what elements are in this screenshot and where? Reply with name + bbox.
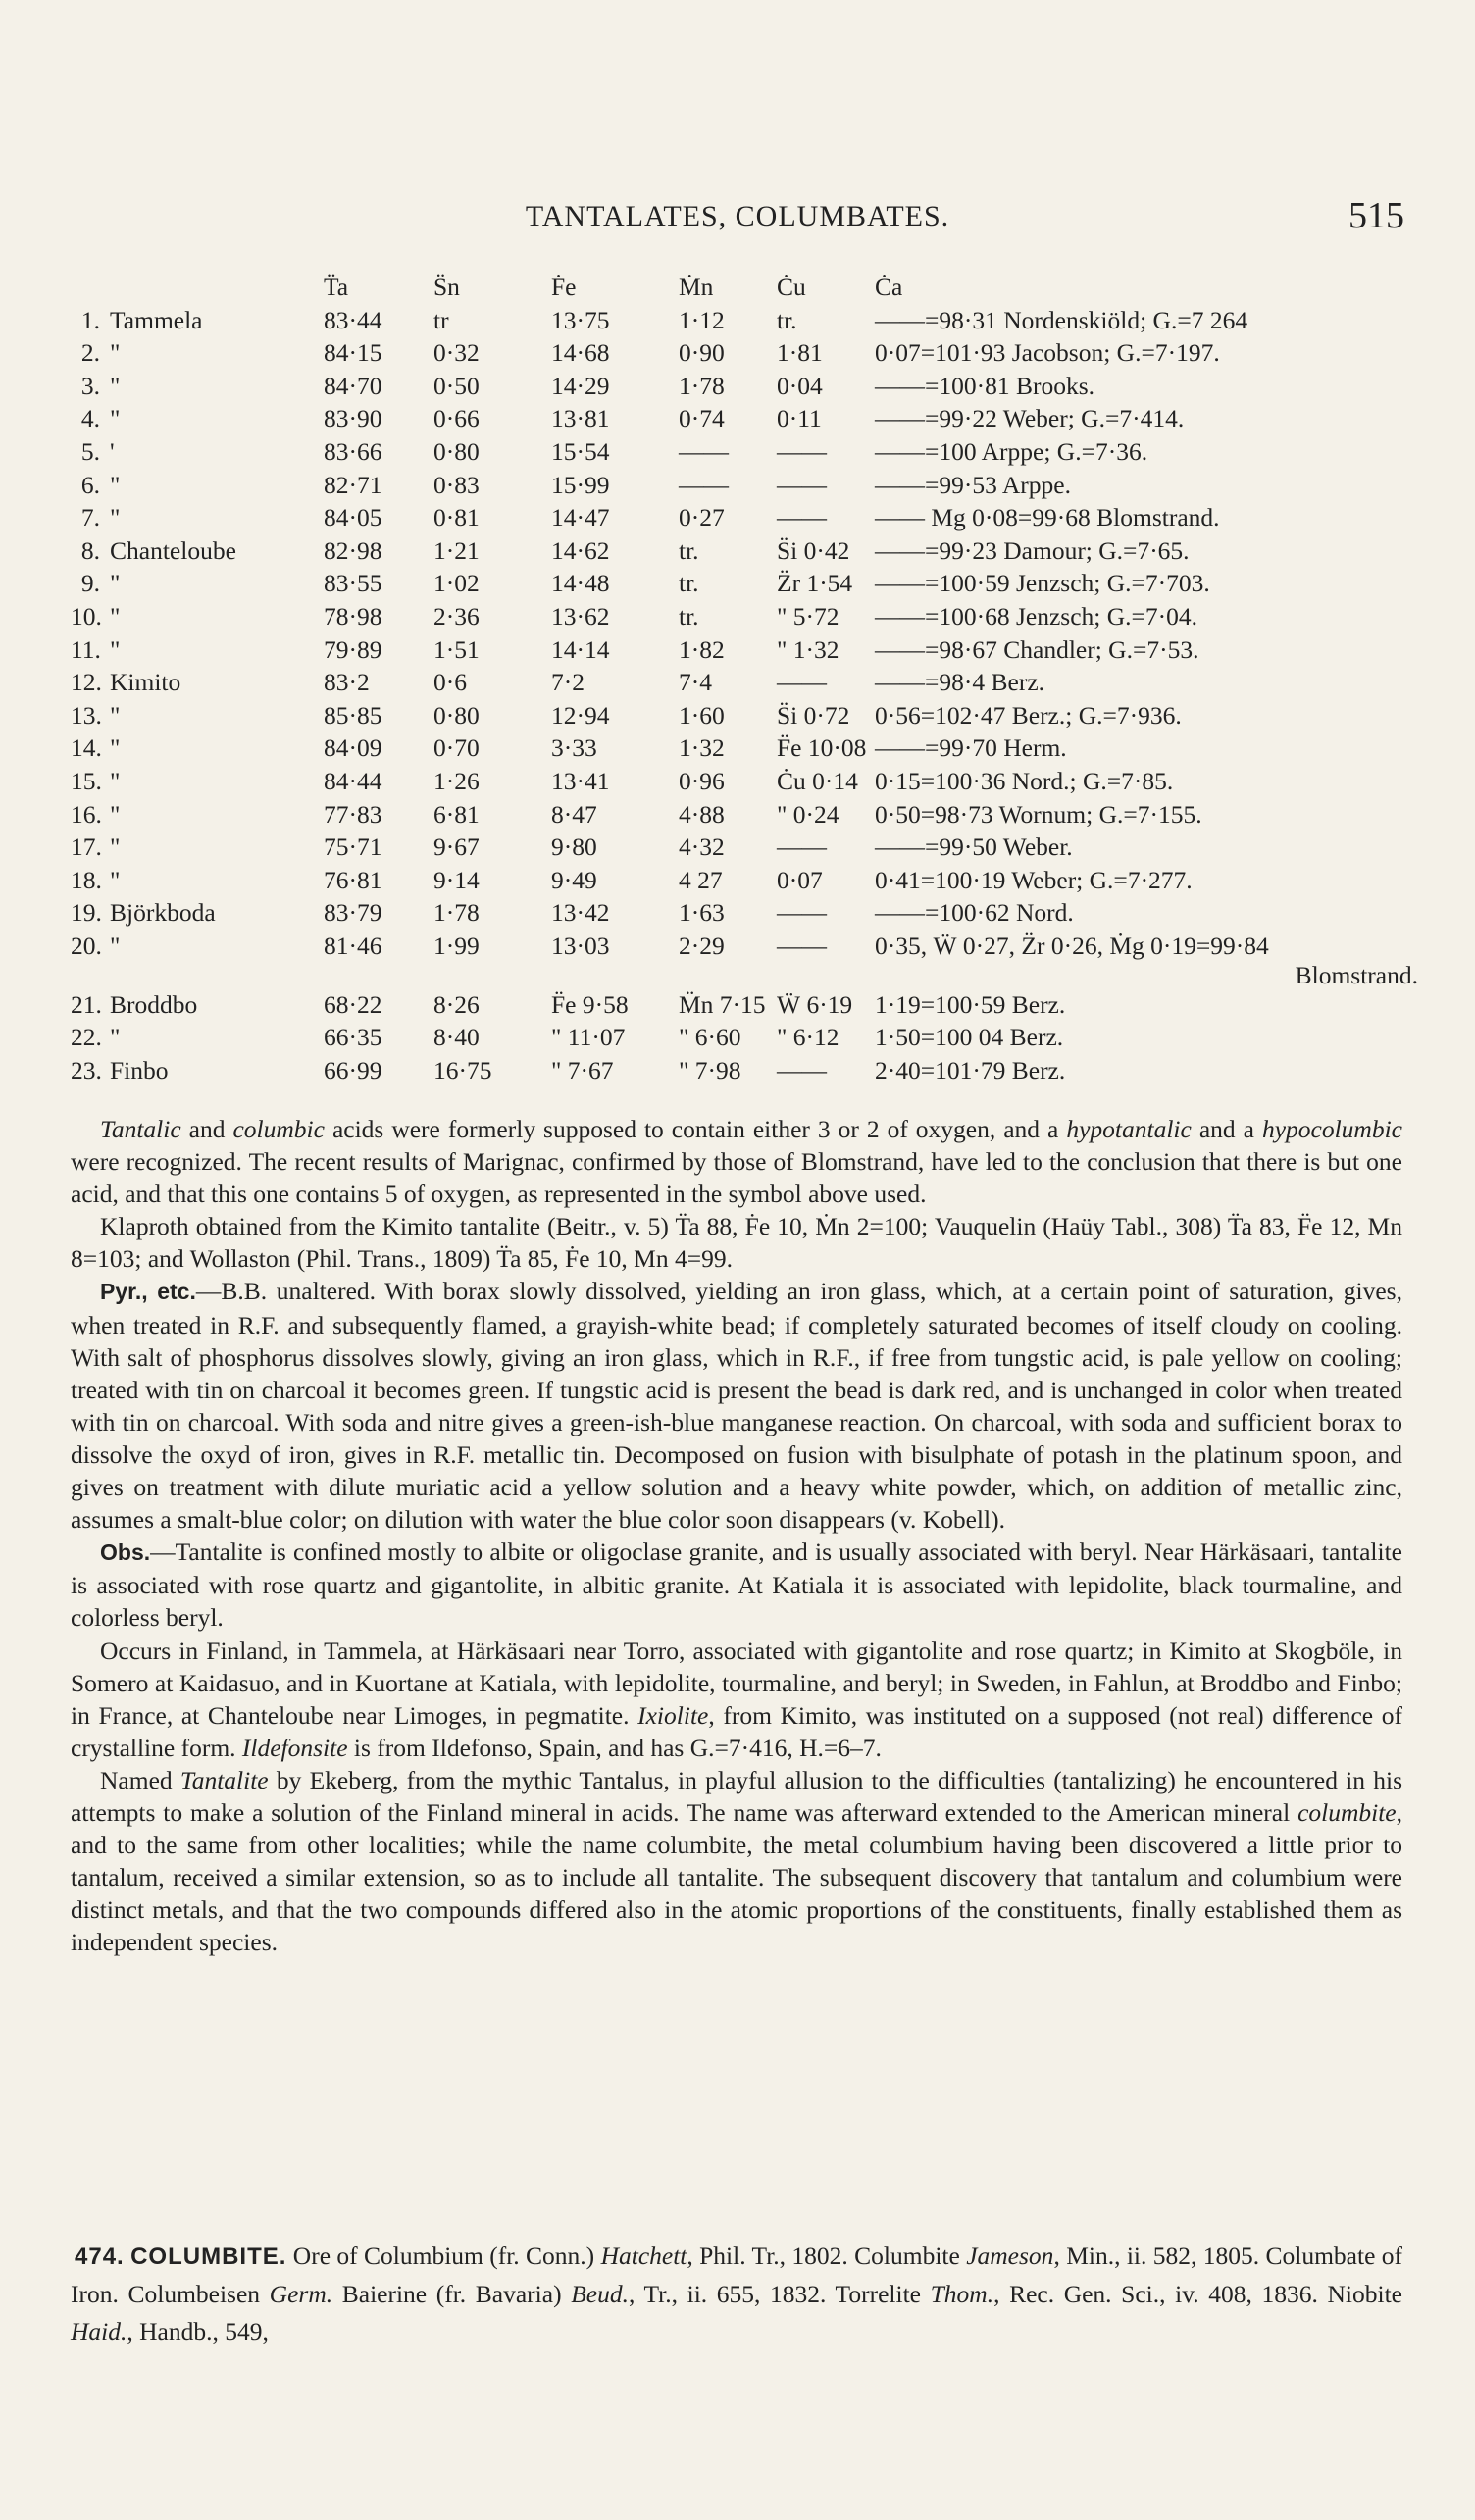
- cell-cu: ——: [777, 898, 827, 928]
- rest-text: 0·07=101·93 Jacobson; G.=7·197.: [875, 338, 1220, 368]
- cell-fe: 13·03: [551, 931, 610, 960]
- text-span: , from Kimito, was instituted on a supposed (not real) difference of crystalline form.: [71, 1700, 1402, 1762]
- rest-text: 0·41=100·19 Weber; G.=7·277.: [875, 865, 1193, 894]
- cell-rest: [875, 733, 1424, 767]
- cell-num: 9.: [80, 569, 100, 598]
- cell-ta: 83·2: [324, 668, 370, 697]
- italic-term: Haid.: [71, 2317, 127, 2345]
- text-span: acids were formerly supposed to contain either 3 or 2 of oxygen, and a: [324, 1115, 1067, 1143]
- entry-number: 474.: [75, 2243, 125, 2270]
- cell-mn: 0·27: [679, 503, 725, 532]
- col-num-header: [71, 273, 100, 306]
- page-number: 515: [1348, 195, 1404, 236]
- cell-num: 18.: [71, 865, 102, 894]
- paragraph-obs: [71, 1536, 1402, 1634]
- text-span: and a: [1191, 1115, 1262, 1143]
- cell-mn: 0·96: [679, 766, 725, 795]
- cell-sn: 0·81: [433, 503, 480, 532]
- cell-rest: [875, 932, 1424, 990]
- cell-mn: 1·78: [679, 371, 725, 400]
- cell-rest: [875, 471, 1424, 504]
- rest-text: ——=99·22 Weber; G.=7·414.: [875, 404, 1185, 433]
- cell-ta: 83·66: [324, 436, 382, 466]
- cell-sn: 0·50: [433, 371, 480, 400]
- cell-rest: [875, 635, 1424, 669]
- rest-text: ——=99·70 Herm.: [875, 733, 1067, 763]
- cell-loc: ': [110, 436, 115, 466]
- text-span: Baierine (fr. Bavaria): [332, 2280, 572, 2308]
- table-row: [71, 701, 1424, 734]
- rest-text: —— Mg 0·08=99·68 Blomstrand.: [875, 503, 1220, 532]
- cell-cu: " 6·12: [777, 1023, 839, 1052]
- cell-fe: 15·54: [551, 436, 610, 466]
- cell-mn: 1·12: [679, 305, 725, 334]
- italic-term: Tantalite: [179, 1765, 269, 1794]
- cell-ta: 84·70: [324, 371, 382, 400]
- cell-fe: 14·47: [551, 503, 610, 532]
- cell-fe: 13·41: [551, 766, 610, 795]
- cell-fe: 13·62: [551, 601, 610, 630]
- cell-cu: Z̈r 1·54: [777, 569, 853, 598]
- analysis-table: [71, 273, 1424, 1089]
- italic-term: Germ.: [269, 2280, 333, 2308]
- cell-cu: ——: [777, 503, 827, 532]
- table-row: [71, 832, 1424, 866]
- text-span: Ore of Columbium (fr. Conn.): [286, 2242, 601, 2270]
- rest-text: ——=99·23 Damour; G.=7·65.: [875, 535, 1190, 565]
- cell-cu: ——: [777, 931, 827, 960]
- table-row: [71, 471, 1424, 504]
- cell-num: 10.: [71, 601, 102, 630]
- col-header: Ḟe: [551, 273, 577, 301]
- table-row: [71, 404, 1424, 437]
- cell-cu: 0·11: [777, 404, 822, 433]
- cell-num: 16.: [71, 799, 102, 829]
- table-row: [71, 536, 1424, 570]
- rest-text: 1·50=100 04 Berz.: [875, 1023, 1064, 1052]
- rest-text: 0·15=100·36 Nord.; G.=7·85.: [875, 766, 1174, 795]
- cell-sn: 0·70: [433, 733, 480, 763]
- cell-num: 6.: [80, 470, 100, 499]
- cell-mn: ——: [679, 470, 729, 499]
- cell-cu: S̈i 0·42: [777, 535, 850, 565]
- cell-sn: 16·75: [433, 1056, 492, 1085]
- cell-rest: [875, 832, 1424, 866]
- cell-sn: 9·67: [433, 832, 480, 862]
- cell-loc: ": [110, 634, 121, 664]
- cell-loc: Broddbo: [110, 989, 198, 1019]
- table-row: [71, 898, 1424, 932]
- cell-sn: 0·80: [433, 436, 480, 466]
- cell-fe: 13·42: [551, 898, 610, 928]
- table-row: [71, 437, 1424, 471]
- text-span: were recognized. The recent results of Marignac, confirmed by those of Blomstrand, have led to the conclusion that there is but one acid, and that this one contains 5 of oxygen, as represented in the symbol above used.: [71, 1147, 1402, 1209]
- cell-ta: 66·35: [324, 1023, 382, 1052]
- cell-ta: 78·98: [324, 601, 382, 630]
- italic-term: Jameson: [966, 2242, 1054, 2270]
- cell-num: 23.: [71, 1056, 102, 1085]
- cell-fe: 13·75: [551, 305, 610, 334]
- cell-fe: " 11·07: [551, 1023, 626, 1052]
- cell-ta: 82·71: [324, 470, 382, 499]
- cell-num: 17.: [71, 832, 102, 862]
- cell-fe: 14·68: [551, 338, 610, 368]
- rest-text: ——=100·59 Jenzsch; G.=7·703.: [875, 569, 1210, 598]
- cell-num: 4.: [80, 404, 100, 433]
- cell-num: 11.: [71, 634, 101, 664]
- italic-term: hypotantalic: [1066, 1115, 1192, 1143]
- cell-mn: 0·90: [679, 338, 725, 368]
- cell-ta: 75·71: [324, 832, 382, 862]
- cell-cu: ——: [777, 1056, 827, 1085]
- cell-ta: 79·89: [324, 634, 382, 664]
- cell-cu: ——: [777, 470, 827, 499]
- rest-continuation: Blomstrand.: [1295, 960, 1418, 989]
- table-row: [71, 733, 1424, 767]
- text-span: is from Ildefonso, Spain, and has G.=7·416, H.=6–7.: [347, 1733, 882, 1762]
- cell-ta: 76·81: [324, 865, 382, 894]
- cell-loc: ": [110, 371, 121, 400]
- cell-cu: F̈e 10·08: [777, 733, 867, 763]
- italic-term: columbite: [1297, 1797, 1397, 1827]
- cell-mn: 1·60: [679, 700, 725, 730]
- cell-num: 5.: [80, 436, 100, 466]
- cell-fe: 13·81: [551, 404, 610, 433]
- cell-loc: ": [110, 766, 121, 795]
- cell-rest: [875, 372, 1424, 405]
- table-row: [71, 602, 1424, 635]
- table-row: [71, 767, 1424, 800]
- col-locality-header: [100, 273, 324, 306]
- table-row: [71, 503, 1424, 536]
- paragraph-acids: [71, 1113, 1402, 1210]
- cell-sn: 8·40: [433, 1023, 480, 1052]
- cell-mn: " 7·98: [679, 1056, 741, 1085]
- cell-num: 20.: [71, 931, 102, 960]
- cell-mn: 7·4: [679, 668, 712, 697]
- cell-ta: 83·79: [324, 898, 382, 928]
- cell-mn: 1·82: [679, 634, 725, 664]
- table-row: [71, 866, 1424, 899]
- cell-num: 12.: [71, 668, 102, 697]
- cell-fe: " 7·67: [551, 1056, 614, 1085]
- cell-ta: 77·83: [324, 799, 382, 829]
- text-span: , Phil. Tr., 1802. Columbite: [687, 2242, 967, 2270]
- table-row: [71, 635, 1424, 669]
- cell-loc: ": [110, 404, 121, 433]
- rest-text: ——=99·53 Arppe.: [875, 470, 1071, 499]
- rest-text: ——=100·68 Jenzsch; G.=7·04.: [875, 601, 1198, 630]
- cell-loc: Kimito: [110, 668, 181, 697]
- cell-sn: 0·6: [433, 668, 467, 697]
- rest-text: ——=98·31 Nordenskiöld; G.=7 264: [875, 305, 1248, 334]
- cell-mn: 2·29: [679, 931, 725, 960]
- italic-term: Hatchett: [600, 2242, 687, 2270]
- rest-text: ——=100 Arppe; G.=7·36.: [875, 436, 1148, 466]
- cell-sn: 1·21: [433, 535, 480, 565]
- cell-rest: [875, 800, 1424, 833]
- cell-loc: ": [110, 931, 121, 960]
- cell-num: 21.: [71, 989, 102, 1019]
- cell-mn: 1·63: [679, 898, 725, 928]
- cell-mn: 4·32: [679, 832, 725, 862]
- cell-sn: 0·66: [433, 404, 480, 433]
- cell-cu: " 1·32: [777, 634, 839, 664]
- cell-num: 14.: [71, 733, 102, 763]
- cell-ta: 82·98: [324, 535, 382, 565]
- cell-fe: 9·49: [551, 865, 597, 894]
- cell-fe: 8·47: [551, 799, 597, 829]
- text-span: by Ekeberg, from the mythic Tantalus, in playful allusion to the difficulties (tantalizing) he encountered in his attempts to make a solution of the Finland mineral in acids. The name was afterward extended to the American mineral: [71, 1765, 1403, 1827]
- table-row: [71, 1056, 1424, 1089]
- cell-cu: S̈i 0·72: [777, 700, 850, 730]
- cell-sn: 1·78: [433, 898, 480, 928]
- text-span: and: [180, 1115, 233, 1143]
- italic-term: Beud.: [571, 2280, 629, 2308]
- rest-text: 0·50=98·73 Wornum; G.=7·155.: [875, 799, 1202, 829]
- cell-ta: 83·55: [324, 569, 382, 598]
- table-row: [71, 800, 1424, 833]
- cell-loc: ": [110, 700, 121, 730]
- cell-sn: 2·36: [433, 601, 480, 630]
- cell-cu: Ċu 0·14: [777, 766, 858, 795]
- cell-rest: [875, 503, 1424, 536]
- text-span: —Tantalite is confined mostly to albite or oligoclase granite, and is usually associated with beryl. Near Härkäsaari, tantalite is associated with rose quartz and gigantolite, in albitic granite. At Katiala it is associated with lepidolite, black tourmaline, and colorless beryl.: [71, 1537, 1402, 1633]
- cell-cu: ——: [777, 832, 827, 862]
- cell-rest: [875, 306, 1424, 339]
- cell-rest: [875, 338, 1424, 372]
- cell-cu: tr.: [777, 305, 797, 334]
- col-header: Ṁn: [679, 273, 714, 301]
- cell-sn: 1·26: [433, 766, 480, 795]
- page-header: [71, 194, 1404, 237]
- cell-rest: [875, 701, 1424, 734]
- cell-num: 2.: [80, 338, 100, 368]
- text-span: —B.B. unaltered. With borax slowly dissolved, yielding an iron glass, which, at a certain point of saturation, gives, when treated in R.F. and subsequently flamed, a grayish-white bead; if completely saturated becomes of itself cloudy on cooling. With salt of phosphorus dissolves slowly, giving an iron glass, which in R.F., if free from tungstic acid, is pale yellow on cooling; treated with tin on charcoal it becomes green. If tungstic acid is present the bead is dark red, and is unchanged in color when treated with tin on charcoal. With soda and nitre gives a green-ish-blue manganese reaction. On charcoal, with soda and sufficient borax to dissolve the oxyd of iron, gives in R.F. metallic tin. Decomposed on fusion with bisulphate of potash in the platinum spoon, and gives on treatment with dilute muriatic acid a yellow solution and a heavy white powder, which, on addition of metallic zinc, assumes a smalt-blue color; on dilution with water the blue color soon disappears (v. Kobell).: [71, 1277, 1402, 1535]
- cell-sn: 9·14: [433, 865, 480, 894]
- cell-rest: [875, 569, 1424, 602]
- paragraph-klaproth: Klaproth obtained from the Kimito tantalite (Beitr., v. 5) T̈a 88, Ḟe 10, Ṁn 2=100; Vauquelin (Haüy Tabl., 308) T̈a 83, F̈e 12, Mn 8=103; and Wollaston (Phil. Trans., 1809) T̈a 85, Ḟe 10, Mn 4=99.: [71, 1212, 1402, 1274]
- cell-num: 8.: [80, 535, 100, 565]
- text-span: Named: [100, 1765, 180, 1794]
- cell-rest: [875, 437, 1424, 471]
- cell-num: 7.: [80, 503, 100, 532]
- cell-sn: 8·26: [433, 989, 480, 1019]
- table-header-row: [71, 273, 1424, 306]
- italic-term: hypocolumbic: [1261, 1115, 1402, 1143]
- table-row: [71, 990, 1424, 1024]
- italic-term: Ixiolite: [637, 1700, 709, 1730]
- cell-mn: tr.: [679, 569, 699, 598]
- cell-num: 13.: [71, 700, 102, 730]
- rest-text: ——=98·67 Chandler; G.=7·53.: [875, 634, 1199, 664]
- section-lead: Obs.: [100, 1539, 151, 1566]
- cell-ta: 66·99: [324, 1056, 382, 1085]
- text-span: , Min., ii. 582, 1805. Columbate of Iron. Columbeisen: [71, 2242, 1403, 2308]
- paragraph-named: [71, 1764, 1402, 1959]
- text-span: , and to the same from other localities; while the name columbite, the metal columbium having been discovered a little prior to tantalum, received a similar extension, so as to include all tantalite. The subsequent discovery that tantalum and columbium were distinct metals, and that the two compounds differed also in the atomic proportions of the constituents, finally established them as independent species.: [71, 1797, 1402, 1957]
- cell-ta: 83·44: [324, 305, 382, 334]
- cell-ta: 83·90: [324, 404, 382, 433]
- cell-loc: ": [110, 470, 121, 499]
- cell-mn: 4 27: [679, 865, 723, 894]
- cell-fe: 9·80: [551, 832, 597, 862]
- cell-num: 22.: [71, 1023, 102, 1052]
- cell-cu: 0·04: [777, 371, 823, 400]
- cell-fe: 14·62: [551, 535, 610, 565]
- text-span: , Tr., ii. 655, 1832. Torrelite: [628, 2280, 931, 2308]
- cell-loc: Chanteloube: [110, 535, 236, 565]
- columbite-paragraph: [71, 2238, 1402, 2350]
- running-title: TANTALATES, COLUMBATES.: [525, 200, 950, 232]
- table-row: [71, 338, 1424, 372]
- table-row: [71, 668, 1424, 701]
- cell-loc: ": [110, 601, 121, 630]
- cell-fe: F̈e 9·58: [551, 989, 629, 1019]
- table-body: [71, 306, 1424, 1089]
- cell-rest: [875, 1056, 1424, 1089]
- cell-fe: 7·2: [551, 668, 585, 697]
- cell-loc: Tammela: [110, 305, 203, 334]
- cell-rest: [875, 404, 1424, 437]
- cell-cu: " 0·24: [777, 799, 839, 829]
- cell-ta: 84·05: [324, 503, 382, 532]
- cell-cu: Ẅ 6·19: [777, 989, 853, 1019]
- cell-ta: 84·09: [324, 733, 382, 763]
- cell-fe: 14·14: [551, 634, 610, 664]
- cell-mn: " 6·60: [679, 1023, 741, 1052]
- rest-text: 0·56=102·47 Berz.; G.=7·936.: [875, 700, 1182, 730]
- cell-fe: 15·99: [551, 470, 610, 499]
- cell-mn: tr.: [679, 601, 699, 630]
- columbite-entry: [71, 2238, 1402, 2350]
- cell-loc: ": [110, 1023, 121, 1052]
- cell-num: 3.: [80, 371, 100, 400]
- cell-fe: 12·94: [551, 700, 610, 730]
- italic-term: Thom.: [930, 2280, 994, 2308]
- rest-text: ——=100·81 Brooks.: [875, 371, 1095, 400]
- cell-ta: 68·22: [324, 989, 382, 1019]
- cell-loc: ": [110, 832, 121, 862]
- rest-text: ——=100·62 Nord.: [875, 898, 1074, 928]
- cell-rest: [875, 536, 1424, 570]
- cell-mn: M̈n 7·15: [679, 989, 766, 1019]
- table-row: [71, 932, 1424, 990]
- cell-fe: 14·48: [551, 569, 610, 598]
- text-span: Occurs in Finland, in Tammela, at Härkäsaari near Torro, associated with gigantolite and rose quartz; in Kimito at Skogböle, in Somero at Kaidasuo, and in Kuortane at Katiala, with lepidolite, tourmaline, and beryl; in Sweden, in Fahlun, at Broddbo and Finbo; in France, at Chanteloube near Limoges, in pegmatite.: [71, 1636, 1402, 1730]
- cell-sn: 1·51: [433, 634, 480, 664]
- cell-num: 15.: [71, 766, 102, 795]
- cell-fe: 3·33: [551, 733, 597, 763]
- col-header: T̈a: [324, 273, 349, 301]
- cell-sn: 6·81: [433, 799, 480, 829]
- text-span: , Rec. Gen. Sci., iv. 408, 1836. Niobite: [993, 2280, 1403, 2308]
- cell-rest: [875, 668, 1424, 701]
- section-lead: Pyr., etc.: [100, 1279, 196, 1305]
- rest-text: 0·35, Ẅ 0·27, Z̈r 0·26, Ṁg 0·19=99·84: [875, 931, 1269, 960]
- cell-rest: [875, 990, 1424, 1024]
- paragraph-occurs: [71, 1635, 1402, 1764]
- entry-title: COLUMBITE.: [130, 2243, 287, 2270]
- cell-num: 1.: [80, 305, 100, 334]
- cell-sn: tr: [433, 305, 449, 334]
- cell-rest: [875, 767, 1424, 800]
- col-header: Ċa: [875, 273, 903, 301]
- cell-ta: 84·44: [324, 766, 382, 795]
- cell-ta: 84·15: [324, 338, 382, 368]
- col-header: S̈n: [433, 273, 460, 301]
- cell-mn: tr.: [679, 535, 699, 565]
- cell-sn: 0·32: [433, 338, 480, 368]
- cell-loc: ": [110, 733, 121, 763]
- cell-mn: 4·88: [679, 799, 725, 829]
- cell-sn: 0·83: [433, 470, 480, 499]
- body-text: [71, 1113, 1402, 1958]
- table-row: [71, 372, 1424, 405]
- cell-cu: " 5·72: [777, 601, 839, 630]
- rest-text: ——=98·4 Berz.: [875, 668, 1045, 697]
- table-row: [71, 1023, 1424, 1056]
- cell-fe: 14·29: [551, 371, 610, 400]
- cell-cu: 0·07: [777, 865, 823, 894]
- cell-cu: ——: [777, 668, 827, 697]
- cell-mn: ——: [679, 436, 729, 466]
- cell-cu: 1·81: [777, 338, 823, 368]
- cell-num: 19.: [71, 898, 102, 928]
- cell-ta: 81·46: [324, 931, 382, 960]
- cell-cu: ——: [777, 436, 827, 466]
- cell-sn: 1·02: [433, 569, 480, 598]
- cell-loc: Björkboda: [110, 898, 216, 928]
- rest-text: 1·19=100·59 Berz.: [875, 989, 1066, 1019]
- cell-ta: 85·85: [324, 700, 382, 730]
- cell-sn: 1·99: [433, 931, 480, 960]
- cell-loc: ": [110, 338, 121, 368]
- col-header: Ċu: [777, 273, 806, 301]
- rest-text: ——=99·50 Weber.: [875, 832, 1073, 862]
- italic-term: Tantalic: [100, 1115, 181, 1143]
- cell-rest: [875, 1023, 1424, 1056]
- cell-rest: [875, 898, 1424, 932]
- cell-mn: 1·32: [679, 733, 725, 763]
- cell-loc: ": [110, 569, 121, 598]
- rest-text: 2·40=101·79 Berz.: [875, 1056, 1066, 1085]
- italic-term: columbic: [232, 1115, 325, 1143]
- cell-rest: [875, 866, 1424, 899]
- text-span: , Handb., 549,: [127, 2317, 269, 2345]
- cell-loc: ": [110, 865, 121, 894]
- cell-sn: 0·80: [433, 700, 480, 730]
- cell-loc: Finbo: [110, 1056, 169, 1085]
- table-row: [71, 569, 1424, 602]
- cell-rest: [875, 602, 1424, 635]
- paragraph-pyr: [71, 1275, 1402, 1536]
- table-row: [71, 306, 1424, 339]
- cell-mn: 0·74: [679, 404, 725, 433]
- cell-loc: ": [110, 799, 121, 829]
- cell-loc: ": [110, 503, 121, 532]
- italic-term: Ildefonsite: [241, 1733, 348, 1762]
